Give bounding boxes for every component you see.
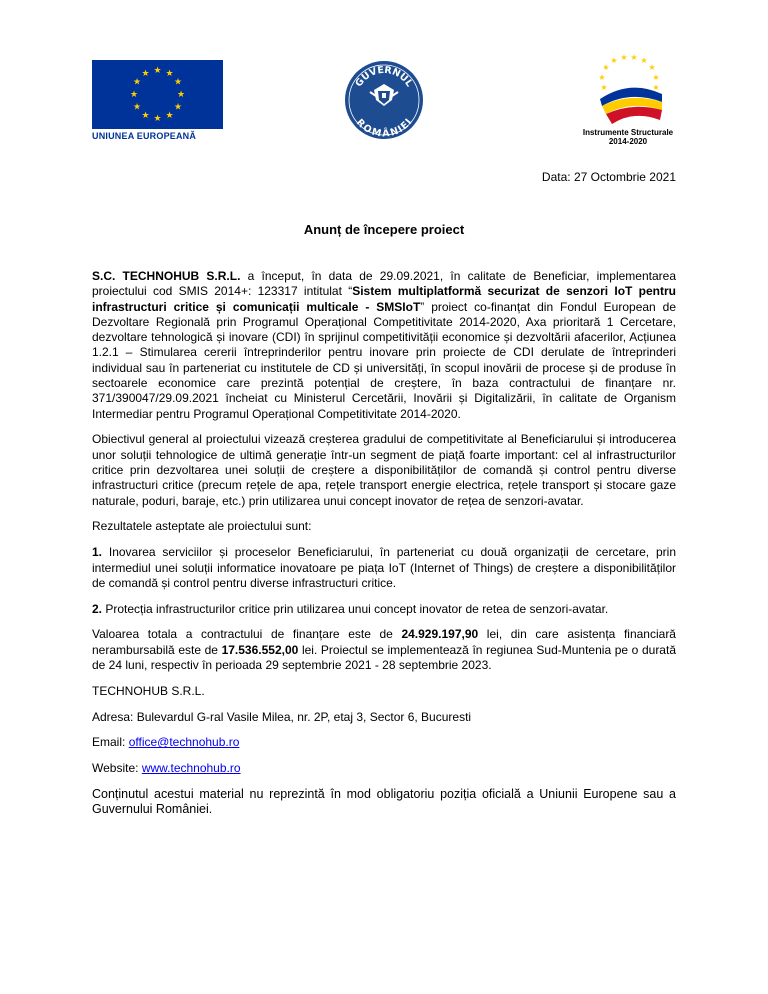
svg-text:★: ★ bbox=[600, 83, 608, 92]
svg-text:★: ★ bbox=[176, 90, 186, 100]
result-item-2: 2. Protecția infrastructurilor critice prin utilizarea unui concept inovator de retea de senzori-avatar. bbox=[92, 601, 609, 616]
svg-text:★: ★ bbox=[173, 102, 183, 113]
svg-text:★: ★ bbox=[173, 77, 183, 88]
result-item-1: 1. Inovarea serviciilor și proceselor Beneficiarului, în parteneriat cu două organizații de cercetare, prin intermediul unei soluții informatice inovatoare pe piața IoT (Internet of Things) de creștere a disponibilităților de comandă și control pentru diverse infrastructuri critice. bbox=[92, 545, 676, 590]
svg-text:★: ★ bbox=[620, 54, 628, 62]
svg-text:★: ★ bbox=[165, 69, 174, 79]
page-title: Anunț de începere proiect bbox=[303, 222, 465, 237]
website-link[interactable]: www.technohub.ro bbox=[141, 761, 241, 776]
svg-text:★: ★ bbox=[652, 83, 660, 92]
paragraph-value: Valoarea totala a contractului de finanțare este de 24.929.197,90 lei, din care asistența financiară nerambursabilă este de 17.536.552,00 lei. Proiectul se implementează în regiunea Sud-Muntenia pe o durată de 24 luni, respectiv în perioada 29 septembrie 2021 - 28 septembrie 2023. bbox=[92, 627, 676, 673]
eu-flag-logo bbox=[92, 60, 223, 129]
eu-stars-icon bbox=[92, 60, 223, 129]
svg-text:★: ★ bbox=[132, 77, 142, 88]
government-seal-logo bbox=[344, 60, 424, 140]
eu-label: UNIUNEA EUROPEANĂ bbox=[92, 131, 197, 141]
paragraph-intro: S.C. TECHNOHUB S.R.L. a început, în data de 29.09.2021, în calitate de Beneficiar, implementarea proiectului cod SMIS 2014+: 123317 intitulat “Sistem multiplatformă securizat de senzori IoT pentru infrastructuri critice și comunicații multicale - SMSIoT” proiect co-finanțat din Fondul European de Dezvoltare Regională prin Programul Operațional Competitivitate 2014-2020, Axa prioritară 1 Cercetare, dezvoltare tehnologică și inovare (CDI) în sprijinul competitivității economice și dezvoltării afacerilor, Acțiunea 1.2.1 – Stimularea cererii întreprinderilor pentru inovare prin proiecte de CDI derulate de întreprinderi individual sau în parteneriat cu institutele de CD și universități, în scopul inovării de procese și de produse în sectoarele economice care prezintă potențial de creștere, în baza contractului de finanțare nr. 371/390047/29.09.2021 încheiat cu Ministerul Cercetării, Inovării și Digitalizării, în calitate de Organism Intermediar pentru Programul Operațional Competitivitate 2014-2020. bbox=[92, 269, 677, 421]
svg-text:GUVERNUL: GUVERNUL bbox=[353, 64, 415, 90]
svg-text:★: ★ bbox=[129, 90, 139, 100]
contact-company: TECHNOHUB S.R.L. bbox=[92, 683, 205, 698]
svg-text:★: ★ bbox=[602, 63, 610, 72]
svg-text:ROMÂNIEI: ROMÂNIEI bbox=[353, 117, 415, 140]
svg-text:★: ★ bbox=[132, 102, 142, 113]
structural-instruments-label: Instrumente Structurale 2014-2020 bbox=[582, 128, 674, 146]
svg-text:★: ★ bbox=[153, 66, 162, 76]
svg-text:★: ★ bbox=[165, 111, 174, 121]
svg-text:★: ★ bbox=[141, 69, 150, 79]
svg-text:★: ★ bbox=[652, 73, 660, 82]
document-body bbox=[92, 269, 676, 828]
stars-arc-icon bbox=[598, 54, 659, 92]
document-date: Data: 27 Octombrie 2021 bbox=[541, 170, 676, 184]
svg-text:★: ★ bbox=[630, 54, 638, 62]
contact-email: Email: office@technohub.ro bbox=[92, 735, 240, 750]
email-link[interactable]: office@technohub.ro bbox=[128, 735, 240, 750]
svg-text:★: ★ bbox=[648, 63, 656, 72]
svg-text:★: ★ bbox=[598, 73, 606, 82]
paragraph-results-heading: Rezultatele asteptate ale proiectului sunt: bbox=[92, 519, 312, 534]
contact-website: Website: www.technohub.ro bbox=[92, 761, 241, 776]
disclaimer: Conținutul acestui material nu reprezintă în mod obligatoriu poziția oficială a Uniunii Europene sau a Guvernului României. bbox=[92, 787, 676, 817]
contact-address: Adresa: Bulevardul G-ral Vasile Milea, nr. 2P, etaj 3, Sector 6, Bucuresti bbox=[92, 709, 472, 724]
structural-instruments-logo bbox=[590, 54, 670, 126]
svg-text:★: ★ bbox=[141, 111, 150, 121]
svg-text:★: ★ bbox=[153, 114, 162, 124]
svg-text:★: ★ bbox=[640, 56, 648, 65]
svg-text:★: ★ bbox=[610, 56, 618, 65]
paragraph-objective: Obiectivul general al proiectului vizează creșterea gradului de competitivitate al Beneficiarului și introducerea unor soluții tehnologice de ultimă generație într-un segment de piață foarte important: cel al infrastructurilor critice prin dezvoltarea unei soluții de creștere a disponibilităților de comandă și control pentru diverse infrastructuri critice (precum rețele de apa, rețele transport energie electrica, rețele transport și stocare gaze naturale, poduri, baraje, etc.) prin utilizarea unui concept inovator de rețea de senzori-avatar. bbox=[92, 432, 676, 508]
